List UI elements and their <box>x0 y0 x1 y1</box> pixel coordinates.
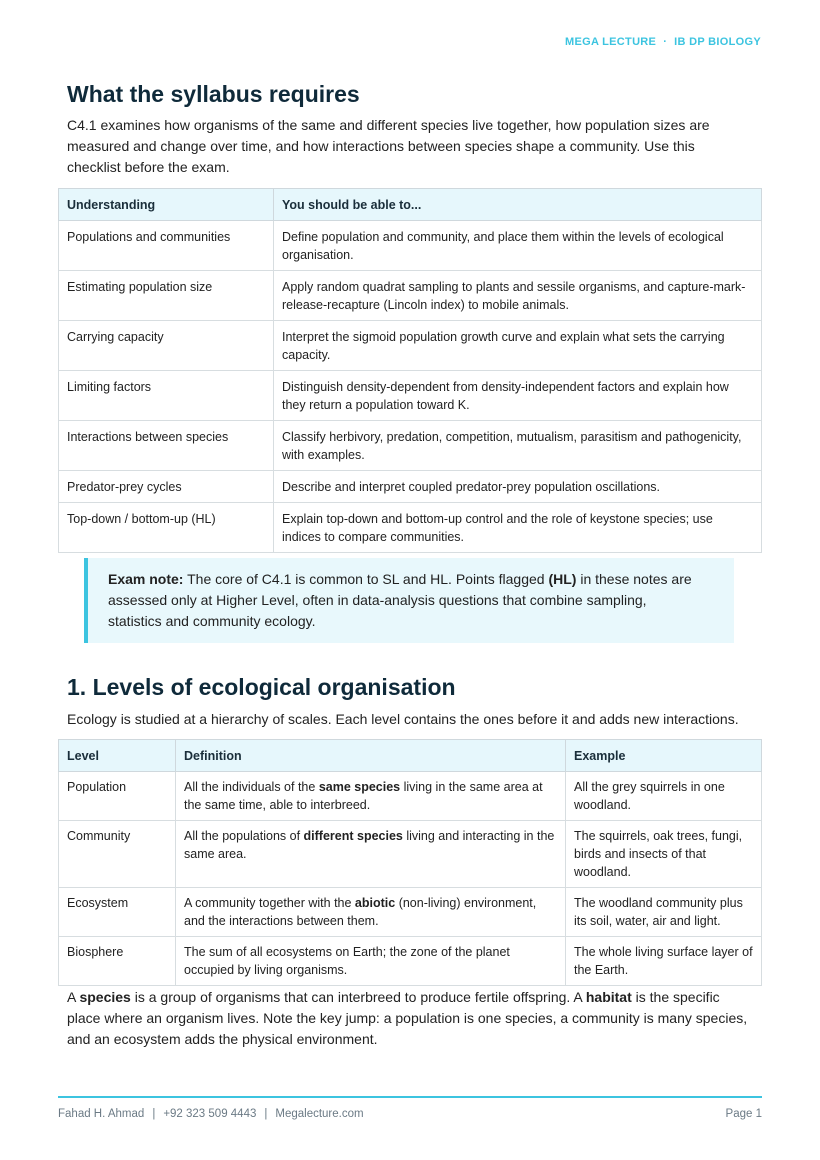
footer-separator: | <box>264 1108 268 1120</box>
definitions-paragraph <box>67 987 752 1050</box>
levels-table <box>58 739 762 986</box>
hl-flag: (HL) <box>548 571 577 587</box>
footer-phone: +92 323 509 4443 <box>163 1108 257 1120</box>
definition-text: All the populations of <box>184 829 304 843</box>
example-cell: The woodland community plus its soil, water, air and light. <box>566 888 762 937</box>
definition-key-term: different species <box>303 829 403 843</box>
able-to-cell: Explain top-down and bottom-up control and the role of keystone species; use indices to compare communities. <box>274 503 762 553</box>
definition-text: living and interacting in the same area. <box>184 829 555 861</box>
footer-author: Fahad H. Ahmad <box>58 1108 145 1120</box>
example-cell: All the grey squirrels in one woodland. <box>566 772 762 821</box>
level-cell: Ecosystem <box>59 888 176 937</box>
table-row <box>59 371 762 421</box>
able-to-cell: Apply random quadrat sampling to plants and sessile organisms, and capture-mark-release-recapture (Lincoln index) to mobile animals. <box>274 271 762 321</box>
able-to-cell: Interpret the sigmoid population growth curve and explain what sets the carrying capacity. <box>274 321 762 371</box>
syllabus-intro: C4.1 examines how organisms of the same and different species live together, how population sizes are measured and change over time, and how interactions between species shape a community. Use this checklist before the exam. <box>67 117 710 175</box>
definition-key-term: same species <box>318 780 401 794</box>
table-row <box>59 271 762 321</box>
table-row <box>59 471 762 503</box>
footer-site: Megalecture.com <box>275 1108 364 1120</box>
course-label: IB DP BIOLOGY <box>674 36 761 48</box>
understanding-cell: Limiting factors <box>59 371 274 421</box>
key-term-habitat: habitat <box>585 989 632 1005</box>
page-content <box>58 80 762 1050</box>
understanding-cell: Top-down / bottom-up (HL) <box>59 503 274 553</box>
definition-cell <box>176 772 566 821</box>
exam-note-text: The core of C4.1 is common to SL and HL. Points flagged <box>183 571 549 587</box>
table-row <box>59 888 762 937</box>
column-header-example: Example <box>566 740 762 772</box>
column-header-definition: Definition <box>176 740 566 772</box>
able-to-cell: Classify herbivory, predation, competition, mutualism, parasitism and pathogenicity, with examples. <box>274 421 762 471</box>
table-row <box>59 772 762 821</box>
definition-key-term: abiotic <box>354 896 396 910</box>
section-title: 1. Levels of ecological organisation <box>67 674 456 700</box>
definition-cell <box>176 888 566 937</box>
exam-note-callout <box>84 558 734 643</box>
table-row <box>59 503 762 553</box>
footer-divider <box>58 1096 762 1098</box>
key-term-species: species <box>79 989 131 1005</box>
paragraph-text: is the specific place where an organism lives. Note the key jump: a population is one species, a community is many species, and an ecosystem adds the physical environment. <box>67 989 748 1047</box>
understanding-cell: Estimating population size <box>59 271 274 321</box>
definition-text: living in the same area at the same time, able to interbreed. <box>184 780 543 812</box>
paragraph-text: A <box>67 989 80 1005</box>
syllabus-title: What the syllabus requires <box>67 81 360 107</box>
paragraph-text: is a group of organisms that can interbreed to produce fertile offspring. A <box>130 989 586 1005</box>
table-row <box>59 937 762 986</box>
definition-text: All the individuals of the <box>184 780 319 794</box>
exam-note-label: Exam note: <box>108 571 184 587</box>
table-row <box>59 221 762 271</box>
table-header-row <box>59 740 762 772</box>
table-row <box>59 321 762 371</box>
page-number: Page 1 <box>725 1108 762 1120</box>
definition-cell <box>176 937 566 986</box>
understanding-cell: Interactions between species <box>59 421 274 471</box>
exam-note-text-continued: in these notes are assessed only at Higher Level, often in data-analysis questions that combine sampling, statistics and community ecology. <box>108 571 692 629</box>
table-header-row <box>59 189 762 221</box>
syllabus-checklist-table <box>58 188 762 553</box>
page-footer <box>58 1108 762 1120</box>
example-cell: The whole living surface layer of the Earth. <box>566 937 762 986</box>
level-cell: Community <box>59 821 176 888</box>
column-header-level: Level <box>59 740 176 772</box>
level-cell: Population <box>59 772 176 821</box>
section-intro: Ecology is studied at a hierarchy of scales. Each level contains the ones before it and adds new interactions. <box>67 711 739 727</box>
running-header <box>565 36 761 48</box>
understanding-cell: Populations and communities <box>59 221 274 271</box>
brand-label: MEGA LECTURE <box>565 36 657 48</box>
column-header-able-to: You should be able to... <box>274 189 762 221</box>
table-row <box>59 821 762 888</box>
column-header-understanding: Understanding <box>59 189 274 221</box>
definition-text: The sum of all ecosystems on Earth; the zone of the planet occupied by living organisms. <box>184 945 510 977</box>
definition-text: A community together with the <box>184 896 355 910</box>
table-row <box>59 421 762 471</box>
definition-text: (non-living) environment, and the interactions between them. <box>184 896 537 928</box>
definition-cell <box>176 821 566 888</box>
able-to-cell: Define population and community, and place them within the levels of ecological organisation. <box>274 221 762 271</box>
able-to-cell: Describe and interpret coupled predator-prey population oscillations. <box>274 471 762 503</box>
footer-separator: | <box>152 1108 156 1120</box>
level-cell: Biosphere <box>59 937 176 986</box>
understanding-cell: Carrying capacity <box>59 321 274 371</box>
header-separator: · <box>663 36 668 48</box>
example-cell: The squirrels, oak trees, fungi, birds and insects of that woodland. <box>566 821 762 888</box>
understanding-cell: Predator-prey cycles <box>59 471 274 503</box>
able-to-cell: Distinguish density-dependent from density-independent factors and explain how they return a population toward K. <box>274 371 762 421</box>
